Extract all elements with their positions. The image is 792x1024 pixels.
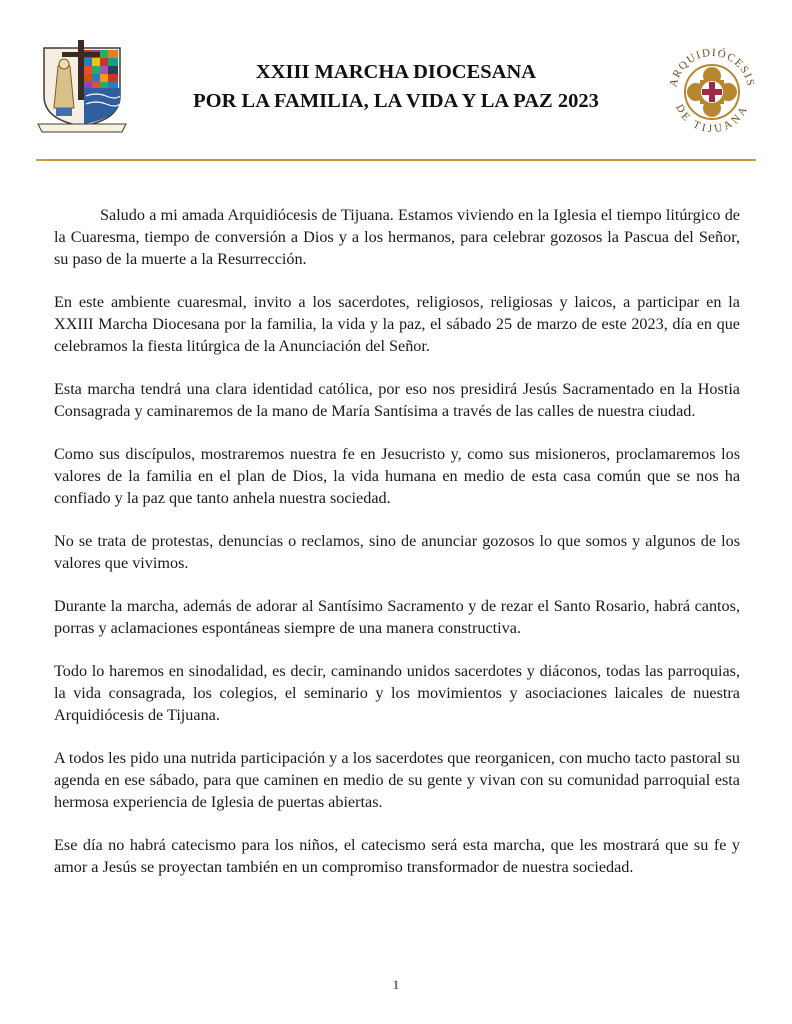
paragraph: Saludo a mi amada Arquidiócesis de Tijuana. Estamos viviendo en la Iglesia el tiempo litúrgico de la Cuaresma, tiempo de conversión a Dios y a los hermanos, para celebrar gozosos la Pascua del Señor, su paso de la muerte a la Resurrección. xyxy=(54,206,740,268)
paragraph: Esta marcha tendrá una clara identidad católica, por eso nos presidirá Jesús Sacramentado en la Hostia Consagrada y caminaremos de la mano de María Santísima a través de las calles de nuestra ciudad. xyxy=(54,380,740,420)
paragraph: Durante la marcha, además de adorar al Santísimo Sacramento y de rezar el Santo Rosario, habrá cantos, porras y aclamaciones espontáneas siempre de una manera constructiva. xyxy=(54,597,740,637)
coat-of-arms-icon xyxy=(36,38,128,134)
paragraph: Como sus discípulos, mostraremos nuestra fe en Jesucristo y, como sus misioneros, proclamaremos los valores de la familia en el plan de Dios, la vida humana en medio de esta casa común que se nos ha confiado y la paz que tanto anhela nuestra sociedad. xyxy=(54,445,740,507)
paragraph: Todo lo haremos en sinodalidad, es decir, caminando unidos sacerdotes y diáconos, todas las parroquias, la vida consagrada, los colegios, el seminario y los movimientos y asociaciones laicales de nuestra Arquidiócesis de Tijuana. xyxy=(54,662,740,724)
paragraph: Ese día no habrá catecismo para los niños, el catecismo será esta marcha, que les mostrará que su fe y amor a Jesús se proyectan también en un compromiso transformador de nuestra sociedad. xyxy=(54,836,740,876)
page-header xyxy=(0,0,792,165)
arquidiocesis-seal-icon xyxy=(662,42,762,142)
document-title xyxy=(140,58,652,116)
title-line-2: POR LA FAMILIA, LA VIDA Y LA PAZ 2023 xyxy=(193,90,599,112)
page-number: 1 xyxy=(392,977,400,992)
title-line-1: XXIII MARCHA DIOCESANA xyxy=(255,61,537,83)
paragraph: A todos les pido una nutrida participación y a los sacerdotes que reorganicen, con mucho tacto pastoral su agenda en ese sábado, para que caminen en medio de su gente y vivan con su comunidad parroquial esta hermosa experiencia de Iglesia de puertas abiertas. xyxy=(54,749,740,811)
svg-text:ARQUIDIÓCESIS: ARQUIDIÓCESIS xyxy=(667,46,757,89)
header-divider xyxy=(36,159,756,161)
paragraph: No se trata de protestas, denuncias o reclamos, sino de anunciar gozosos lo que somos y algunos de los valores que vivimos. xyxy=(54,532,740,572)
svg-text:DE TIJUANA: DE TIJUANA xyxy=(673,102,751,136)
letter-body xyxy=(54,204,740,899)
paragraph: En este ambiente cuaresmal, invito a los sacerdotes, religiosos, religiosas y laicos, a participar en la XXIII Marcha Diocesana por la familia, la vida y la paz, el sábado 25 de marzo de este 2023, día en que celebramos la fiesta litúrgica de la Anunciación del Señor. xyxy=(54,293,740,355)
